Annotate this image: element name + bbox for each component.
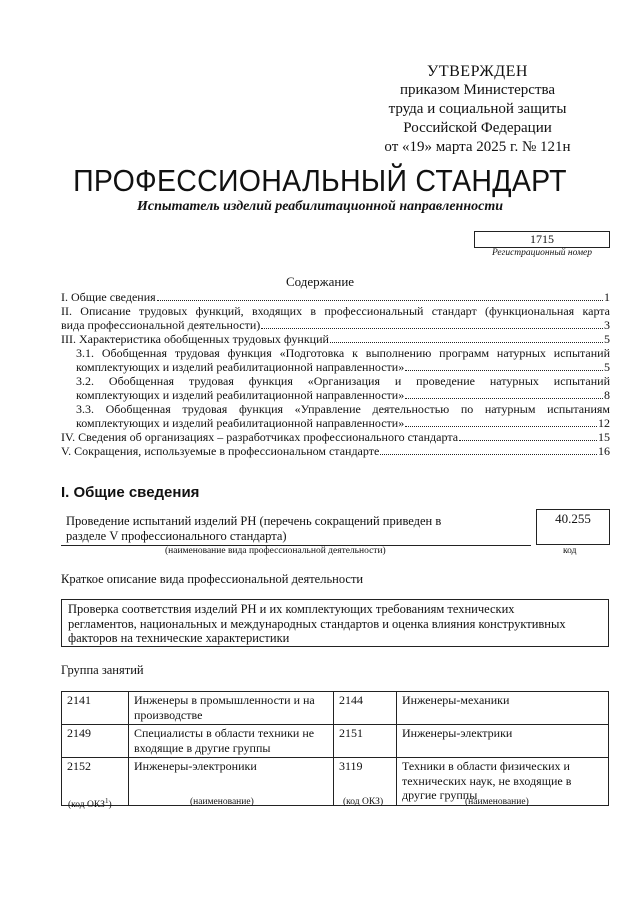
okz-code: 3119 xyxy=(334,758,397,806)
okz-code-caption: (код ОКЗ) xyxy=(343,797,384,807)
okz-code: 2152 xyxy=(62,758,129,806)
short-description-label: Краткое описание вида профессиональной деятельности xyxy=(61,572,364,586)
registration-number-box: 1715 xyxy=(474,231,610,248)
occupation-group-table xyxy=(61,691,609,806)
activity-code-box: 40.255 xyxy=(536,509,610,545)
toc-item[interactable]: вида профессиональной деятельности) 3 xyxy=(61,318,610,332)
toc-item-line[interactable]: 3.3. Обобщенная трудовая функция «Управление деятельностью по натурным испытаниям xyxy=(76,402,610,416)
okz-code: 2144 xyxy=(334,692,397,725)
occupation-name: Инженеры-механики xyxy=(397,692,609,725)
okz-code-caption: (код ОКЗ$^1$) xyxy=(68,797,112,811)
toc-item[interactable]: комплектующих и изделий реабилитационной направленности» 8 xyxy=(76,388,610,402)
occupation-group-label: Группа занятий xyxy=(61,663,144,677)
occupation-name: Инженеры в промышленности и на производстве xyxy=(129,692,334,725)
activity-line: Проведение испытаний изделий РН (перечень сокращений приведен в xyxy=(66,514,442,528)
approval-line: Российской Федерации xyxy=(403,120,552,136)
activity-line: разделе V профессионального стандарта) xyxy=(66,529,287,543)
toc-item[interactable]: V. Сокращения, используемые в профессиональном стандарте 16 xyxy=(61,444,610,458)
activity-name xyxy=(66,514,506,544)
okz-code: 2141 xyxy=(62,692,129,725)
activity-caption: (наименование вида профессиональной деятельности) xyxy=(165,546,386,556)
table-row xyxy=(62,692,609,725)
short-description-line: Проверка соответствия изделий РН и их комплектующих требованиям технических xyxy=(68,602,515,616)
toc-item[interactable]: комплектующих и изделий реабилитационной направленности» 5 xyxy=(76,360,610,374)
approval-line: труда и социальной защиты xyxy=(388,101,567,117)
occupation-name: Инженеры-электроники xyxy=(129,758,334,806)
registration-number-label: Регистрационный номер xyxy=(491,248,593,258)
section-heading: I. Общие сведения xyxy=(61,484,200,501)
toc-heading: Содержание xyxy=(285,274,355,289)
table-row xyxy=(62,725,609,758)
occupation-name: Инженеры-электрики xyxy=(397,725,609,758)
toc-item-line[interactable]: 3.2. Обобщенная трудовая функция «Организация и проведение натурных испытаний xyxy=(76,374,610,388)
name-caption: (наименование) xyxy=(465,797,529,807)
toc-item[interactable]: I. Общие сведения 1 xyxy=(61,290,610,304)
toc-item[interactable]: комплектующих и изделий реабилитационной направленности» 12 xyxy=(76,416,610,430)
occupation-name: Техники в области физических и технических наук, не входящие в другие группы xyxy=(397,758,609,806)
table-of-contents xyxy=(61,290,610,458)
document-title: ПРОФЕССИОНАЛЬНЫЙ СТАНДАРТ xyxy=(73,163,567,198)
approval-heading: УТВЕРЖДЕН xyxy=(427,63,528,80)
code-caption: код xyxy=(563,546,577,556)
okz-code: 2149 xyxy=(62,725,129,758)
document-subtitle: Испытатель изделий реабилитационной направленности xyxy=(137,199,503,214)
short-description-line: регламентов, национальных и международных стандартов и оценка влияния конструктивных xyxy=(68,616,566,631)
approval-line: от «19» марта 2025 г. № 121н xyxy=(384,139,571,155)
approval-block xyxy=(360,62,595,157)
short-description-box xyxy=(61,599,609,647)
occupation-name: Специалисты в области техники не входящие в другие группы xyxy=(129,725,334,758)
toc-item-line[interactable]: II. Описание трудовых функций, входящих в профессиональный стандарт (функциональная карта xyxy=(61,304,610,318)
toc-item[interactable]: III. Характеристика обобщенных трудовых функций 5 xyxy=(61,332,610,346)
toc-item-line[interactable]: 3.1. Обобщенная трудовая функция «Подготовка к выполнению программ натурных испытаний xyxy=(76,346,610,360)
name-caption: (наименование) xyxy=(190,797,254,807)
okz-code: 2151 xyxy=(334,725,397,758)
approval-line: приказом Министерства xyxy=(399,82,556,98)
short-description-line: факторов на технические характеристики xyxy=(68,631,290,645)
toc-item[interactable]: IV. Сведения об организациях – разработчиках профессионального стандарта 15 xyxy=(61,430,610,444)
